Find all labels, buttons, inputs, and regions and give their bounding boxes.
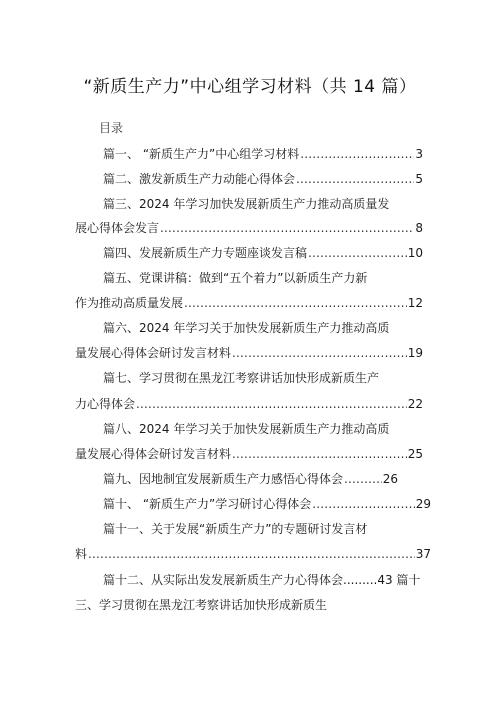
- toc-leader-dots: [232, 345, 407, 361]
- toc-leader-dots: [184, 295, 407, 311]
- toc-entry[interactable]: [103, 496, 431, 512]
- toc-entry-text: 篇十二、从实际出发发展新质生产力心得体会.........43 篇十: [103, 573, 421, 587]
- toc-entry-text: 篇六、2024 年学习关于加快发展新质生产力推动高质: [103, 321, 390, 335]
- toc-entry[interactable]: [103, 471, 398, 487]
- toc-entry-line2[interactable]: [75, 446, 423, 462]
- toc-heading: 目录: [99, 121, 124, 135]
- toc-entry-line1[interactable]: [103, 196, 423, 212]
- toc-entry[interactable]: [103, 245, 423, 261]
- toc-entry-text: 篇一、 “新质生产力”中心组学习材料: [103, 147, 300, 161]
- toc-entry-text: 篇七、学习贯彻在黑龙江考察讲话加快形成新质生产: [103, 371, 380, 385]
- document-title: “新质生产力”中心组学习材料（共 14 篇）: [83, 77, 417, 97]
- toc-entry-line1[interactable]: [103, 521, 433, 537]
- toc-page-number: 25: [407, 447, 423, 461]
- toc-entry-line1[interactable]: [103, 320, 423, 336]
- toc-entry-text: 篇三、2024 年学习加快发展新质生产力推动高质量发: [103, 197, 390, 211]
- toc-leader-dots: [88, 546, 415, 562]
- toc-entry-text: 篇十、 “新质生产力”学习研讨心得体会: [103, 497, 312, 511]
- toc-page-number: 22: [407, 397, 423, 411]
- toc-entry-line1[interactable]: [103, 270, 423, 286]
- toc-entry-text: 三、学习贯彻在黑龙江考察讲话加快形成新质生: [75, 598, 328, 612]
- toc-entry[interactable]: [103, 171, 423, 187]
- toc-page-number: 37: [415, 547, 431, 561]
- toc-entry-line2[interactable]: [75, 295, 423, 311]
- toc-entry-line1[interactable]: [103, 370, 423, 386]
- toc-leader-dots: [300, 146, 414, 162]
- toc-leader-dots: [232, 446, 407, 462]
- toc-leader-dots: [136, 396, 407, 412]
- toc-entry-line2[interactable]: [75, 546, 431, 562]
- toc-entry-line2[interactable]: [75, 220, 423, 236]
- toc-entry-text: 篇五、党课讲稿：做到“五个着力”以新质生产力新: [103, 271, 368, 285]
- toc-page-number: 8: [415, 221, 423, 235]
- toc-entry-text: 篇八、2024 年学习关于加快发展新质生产力推动高质: [103, 422, 390, 436]
- toc-entry-line2[interactable]: [75, 597, 431, 613]
- toc-entry-text: 篇四、发展新质生产力专题座谈发言稿: [103, 246, 308, 260]
- toc-entry-text: 料: [75, 547, 88, 561]
- toc-entry-text: 量发展心得体会研讨发言材料: [75, 346, 232, 360]
- toc-entry-line2[interactable]: [75, 396, 423, 412]
- toc-entry-line1[interactable]: [103, 421, 423, 437]
- toc-leader-dots: [160, 220, 414, 236]
- toc-page-number: 12: [407, 296, 423, 310]
- toc-entry-text: 作为推动高质量发展: [75, 296, 184, 310]
- toc-entry-text: 量发展心得体会研讨发言材料: [75, 447, 232, 461]
- toc-entry-text: 力心得体会: [75, 397, 136, 411]
- toc-entry-text: 展心得体会发言: [75, 221, 160, 235]
- toc-page-number: 19: [407, 346, 423, 360]
- toc-entry-line1[interactable]: [103, 572, 433, 588]
- toc-leader-dots: [308, 245, 407, 261]
- toc-entry-text: 篇九、因地制宜发展新质生产力感悟心得体会: [103, 472, 344, 486]
- toc-page-number: 10: [407, 246, 423, 260]
- toc-entry-text: 篇二、激发新质生产力动能心得体会: [103, 172, 296, 186]
- toc-page-number: 3: [415, 147, 423, 161]
- toc-entry[interactable]: [103, 146, 423, 162]
- toc-entry-text: 篇十一、关于发展“新质生产力”的专题研讨发言材: [103, 522, 368, 536]
- toc-page-number: 5: [415, 172, 423, 186]
- toc-leader-dots: [344, 471, 382, 487]
- toc-leader-dots: [296, 171, 414, 187]
- toc-entry-line2[interactable]: [75, 345, 423, 361]
- toc-page-number: 26: [382, 472, 398, 486]
- toc-leader-dots: [312, 496, 414, 512]
- toc-page-number: 29: [415, 497, 431, 511]
